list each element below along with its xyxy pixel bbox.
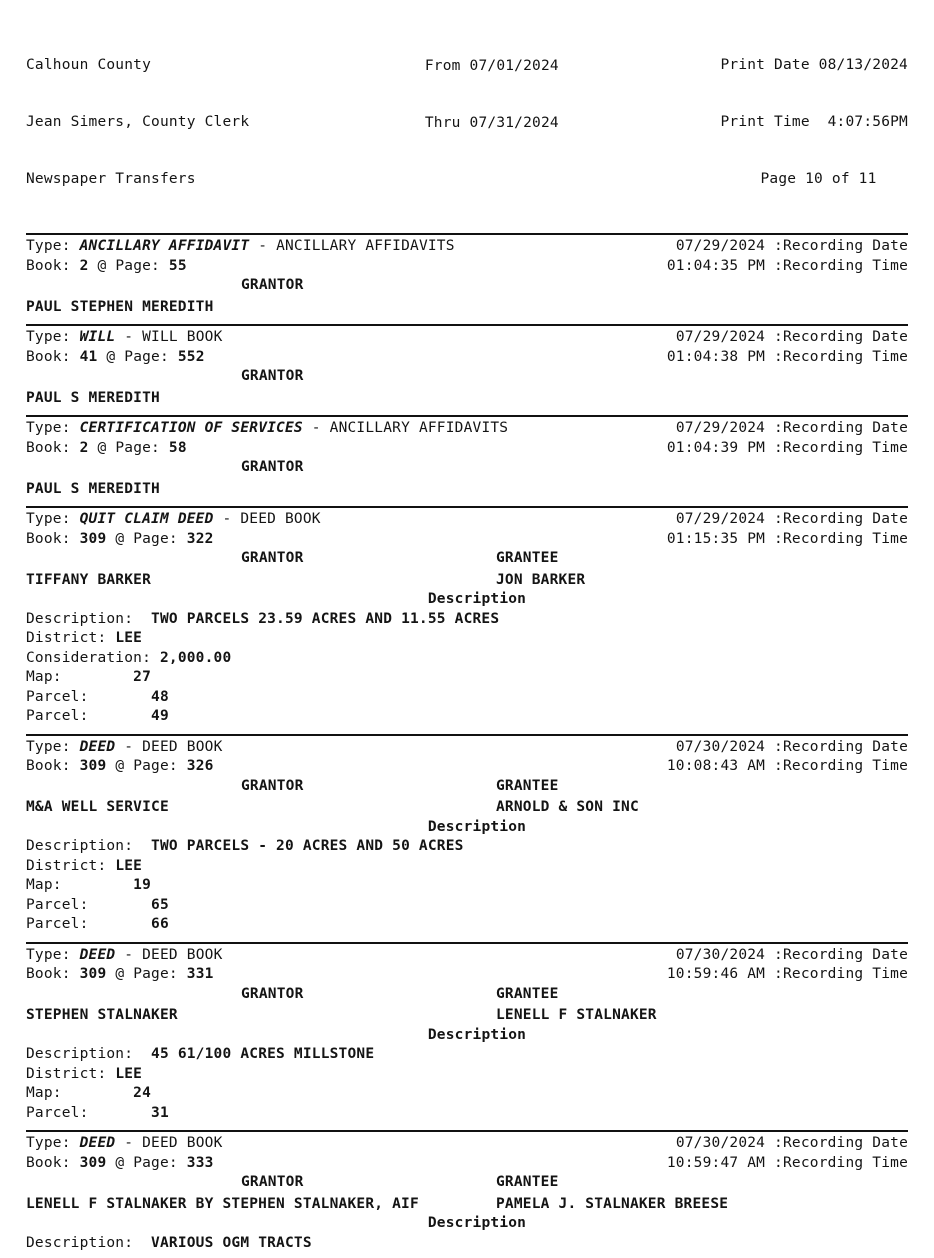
grantee-heading: GRANTEE [496,1174,559,1190]
parcel-label: Parcel: [26,896,152,913]
district-line [26,1065,908,1085]
map-line [26,876,908,896]
recording-date-cell [676,510,908,530]
grantor-name: STEPHEN STALNAKER [26,1007,178,1023]
parcel-value: 31 [151,1104,169,1121]
parcel-label: Parcel: [26,916,152,932]
recording-time-value: 01:04:39 PM [666,439,775,456]
recording-date-cell [676,738,908,758]
book-label: Book: [26,758,80,774]
type-value: DEED [79,1135,116,1151]
page-value: 326 [186,758,214,774]
spacer [26,727,908,732]
county-name: Calhoun County [26,57,152,73]
recording-time-label: :Recording Time [774,257,908,274]
recording-date-label: :Recording Date [774,511,908,527]
district-line [26,857,908,877]
record-book-row [26,257,908,277]
recording-time-label: :Recording Time [774,1154,908,1171]
record-book-row [26,530,908,550]
party-names-row [26,298,908,318]
book-label: Book: [26,1154,80,1171]
type-line [26,419,508,439]
record-entry [26,944,908,1129]
grantor-heading: GRANTOR [241,985,304,1002]
type-book: DEED BOOK [142,946,223,963]
recording-date-label: :Recording Date [774,1135,908,1151]
description-heading: Description [427,591,527,607]
header-right-column [720,18,908,227]
type-label: Type: [26,238,80,254]
type-dash: - [249,238,277,254]
page-value: 333 [186,1154,214,1171]
party-names-row [26,1195,908,1215]
spacer [26,1123,908,1128]
page-label: Page: [115,439,169,456]
grantee-name: LENELL F STALNAKER [496,1007,657,1023]
at-symbol: @ [88,439,116,456]
grantor-heading: GRANTOR [241,550,304,566]
parcel-label: Parcel: [26,708,152,724]
at-symbol: @ [88,257,116,274]
page-value: 331 [186,966,214,982]
type-label: Type: [26,329,80,345]
grantor-heading: GRANTOR [241,277,304,293]
page-value: 322 [186,530,214,547]
recording-time-value: 10:08:43 AM [666,758,775,774]
recording-time-value: 01:04:38 PM [666,348,775,365]
recording-time-value: 01:04:35 PM [666,257,775,274]
type-label: Type: [26,1135,80,1151]
parcel-label: Parcel: [26,1104,152,1121]
page-label: Page: [133,530,187,547]
party-names-row [26,798,908,818]
recording-time-cell [667,530,908,550]
grantor-heading: GRANTOR [241,368,304,384]
description-label: Description: [26,610,152,627]
book-page-line [26,530,214,550]
grantor-name: PAUL S MEREDITH [26,480,160,497]
parcel-line [26,688,908,708]
district-value: LEE [115,630,143,646]
description-value: TWO PARCELS - 20 ACRES AND 50 ACRES [151,838,464,854]
recording-time-label: :Recording Time [774,348,908,365]
type-value: WILL [79,329,116,345]
header-left-column [26,18,249,227]
print-time: Print Time 4:07:56PM [720,114,908,130]
type-dash: - [115,738,143,755]
description-heading: Description [427,818,527,835]
type-book: WILL BOOK [142,329,223,345]
type-label: Type: [26,946,80,963]
grantee-heading: GRANTEE [496,777,559,794]
book-value: 309 [79,966,107,982]
recording-time-label: :Recording Time [774,439,908,456]
book-label: Book: [26,348,80,365]
type-book: DEED BOOK [240,511,321,527]
type-line [26,510,321,530]
book-label: Book: [26,257,80,274]
book-page-line [26,257,187,277]
map-value: 19 [133,877,152,893]
type-value: DEED [79,946,116,963]
party-names-row [26,480,908,500]
book-value: 2 [79,439,89,456]
type-line [26,1134,223,1154]
parcel-line [26,707,908,727]
map-label: Map: [26,877,134,893]
type-label: Type: [26,420,80,436]
record-type-row [26,738,908,758]
recording-date-value: 07/30/2024 [675,738,775,755]
at-symbol: @ [106,1154,134,1171]
record-entry [26,508,908,732]
recording-time-cell [667,757,908,777]
type-line [26,237,455,257]
map-value: 24 [133,1085,152,1101]
book-page-line [26,348,205,368]
at-symbol: @ [106,758,134,774]
record-type-row [26,1134,908,1154]
parcel-value: 65 [151,896,169,913]
recording-time-value: 10:59:46 AM [666,966,775,982]
parcel-label: Parcel: [26,688,152,705]
party-names-row [26,389,908,409]
recording-date-cell [676,237,908,257]
record-book-row [26,348,908,368]
book-label: Book: [26,966,80,982]
party-headings-row [26,276,908,296]
grantee-name: PAMELA J. STALNAKER BREESE [496,1195,729,1212]
party-names-row [26,571,908,591]
district-label: District: [26,1065,116,1082]
book-value: 309 [79,1154,107,1171]
type-value: CERTIFICATION OF SERVICES [79,420,303,436]
type-book: ANCILLARY AFFIDAVITS [276,238,455,254]
description-value: VARIOUS OGM TRACTS [151,1234,312,1251]
description-line [26,1045,908,1065]
type-dash: - [115,946,143,963]
consideration-label: Consideration: [26,649,160,666]
record-type-row [26,328,908,348]
record-book-row [26,965,908,985]
book-value: 41 [79,348,98,365]
grantee-name: JON BARKER [496,571,586,588]
description-line [26,837,908,857]
clerk-name: Jean Simers, County Clerk [26,114,250,130]
description-line [26,1234,908,1254]
recording-date-value: 07/29/2024 [675,238,775,254]
record-type-row [26,237,908,257]
description-label: Description: [26,1234,152,1251]
map-line [26,668,908,688]
record-book-row [26,757,908,777]
page-number: Page 10 of 11 [760,171,877,187]
type-label: Type: [26,511,80,527]
map-label: Map: [26,1085,134,1101]
party-headings-row [26,549,908,569]
page-label: Page: [133,966,187,982]
grantee-heading: GRANTEE [496,985,559,1002]
at-symbol: @ [106,966,134,982]
page-label: Page: [133,758,187,774]
print-date: Print Date 08/13/2024 [720,57,908,73]
spacer [26,1253,908,1258]
recording-time-cell [667,348,908,368]
recording-date-value: 07/30/2024 [675,1135,775,1151]
map-value: 27 [133,669,152,685]
type-value: QUIT CLAIM DEED [79,511,214,527]
at-symbol: @ [97,348,125,365]
district-value: LEE [115,1065,143,1082]
page-header [26,18,908,231]
district-label: District: [26,630,116,646]
recording-date-cell [676,946,908,966]
parcel-line [26,915,908,935]
parcel-value: 48 [151,688,169,705]
party-names-row [26,1006,908,1026]
page-label: Page: [124,348,178,365]
spacer [26,935,908,940]
record-book-row [26,1154,908,1174]
thru-date: Thru 07/31/2024 [424,115,559,131]
recording-date-label: :Recording Date [774,420,908,436]
consideration-value: 2,000.00 [159,649,232,666]
record-type-row [26,946,908,966]
book-page-line [26,439,187,459]
description-heading: Description [427,1026,527,1043]
book-page-line [26,965,214,985]
district-line [26,629,908,649]
at-symbol: @ [106,530,134,547]
record-entry [26,736,908,940]
type-dash: - [213,511,241,527]
description-label: Description: [26,838,152,854]
record-entry [26,1132,908,1258]
recording-time-cell [667,965,908,985]
recording-date-label: :Recording Date [774,946,908,963]
grantor-name: LENELL F STALNAKER BY STEPHEN STALNAKER, AIF [26,1195,419,1212]
parcel-value: 49 [151,708,169,724]
record-entry [26,235,908,322]
record-type-row [26,419,908,439]
recording-time-label: :Recording Time [774,530,908,547]
grantee-name: ARNOLD & SON INC [496,799,639,815]
recording-date-value: 07/30/2024 [675,946,775,963]
recording-date-label: :Recording Date [774,738,908,755]
party-headings-row [26,458,908,478]
grantor-name: M&A WELL SERVICE [26,799,169,815]
type-book: DEED BOOK [142,1135,223,1151]
recording-date-cell [676,419,908,439]
spacer [26,499,908,504]
record-entry [26,417,908,504]
book-label: Book: [26,439,80,456]
type-line [26,328,223,348]
header-date-range [411,18,559,171]
party-headings-row [26,367,908,387]
type-dash: - [115,329,143,345]
page-value: 55 [168,257,187,274]
record-book-row [26,439,908,459]
page-value: 552 [177,348,205,365]
record-entry [26,326,908,413]
type-line [26,738,223,758]
recording-date-value: 07/29/2024 [675,420,775,436]
recording-time-value: 01:15:35 PM [666,530,775,547]
type-label: Type: [26,738,80,755]
grantor-name: TIFFANY BARKER [26,571,152,588]
recording-time-label: :Recording Time [774,758,908,774]
from-date: From 07/01/2024 [424,58,559,74]
report-title: Newspaper Transfers [26,171,196,187]
page-value: 58 [168,439,187,456]
type-dash: - [302,420,330,436]
parcel-line [26,1104,908,1124]
map-line [26,1084,908,1104]
grantee-heading: GRANTEE [496,550,559,566]
type-value: DEED [79,738,116,755]
grantor-heading: GRANTOR [241,1174,304,1190]
grantor-name: PAUL S MEREDITH [26,389,160,406]
record-type-row [26,510,908,530]
recording-time-cell [667,1154,908,1174]
recording-time-cell [667,439,908,459]
records-list [26,233,908,1258]
recording-time-value: 10:59:47 AM [666,1154,775,1171]
parcel-value: 66 [151,916,169,932]
recording-date-cell [676,328,908,348]
page-label: Page: [133,1154,187,1171]
spacer [26,317,908,322]
book-value: 309 [79,758,107,774]
party-headings-row [26,1173,908,1193]
description-value: 45 61/100 ACRES MILLSTONE [151,1046,375,1062]
party-headings-row [26,777,908,797]
type-dash: - [115,1135,143,1151]
book-value: 309 [79,530,107,547]
type-line [26,946,223,966]
description-label: Description: [26,1046,152,1062]
type-book: ANCILLARY AFFIDAVITS [329,420,509,436]
book-page-line [26,1154,214,1174]
page-label: Page: [115,257,169,274]
recording-date-value: 07/29/2024 [675,329,775,345]
grantor-heading: GRANTOR [241,777,304,794]
recording-date-cell [676,1134,908,1154]
map-label: Map: [26,669,134,685]
type-value: ANCILLARY AFFIDAVIT [79,238,250,254]
spacer [26,408,908,413]
district-value: LEE [115,857,143,874]
consideration-line [26,649,908,669]
book-label: Book: [26,530,80,547]
description-value: TWO PARCELS 23.59 ACRES AND 11.55 ACRES [151,610,500,627]
recording-time-cell [667,257,908,277]
district-label: District: [26,857,116,874]
book-value: 2 [79,257,89,274]
recording-date-value: 07/29/2024 [675,511,775,527]
book-page-line [26,757,214,777]
grantor-name: PAUL STEPHEN MEREDITH [26,298,214,315]
grantor-heading: GRANTOR [241,459,304,475]
type-book: DEED BOOK [142,738,223,755]
description-line [26,610,908,630]
parcel-line [26,896,908,916]
party-headings-row [26,985,908,1005]
description-heading: Description [427,1215,527,1231]
recording-date-label: :Recording Date [774,238,908,254]
recording-time-label: :Recording Time [774,966,908,982]
recording-date-label: :Recording Date [774,329,908,345]
